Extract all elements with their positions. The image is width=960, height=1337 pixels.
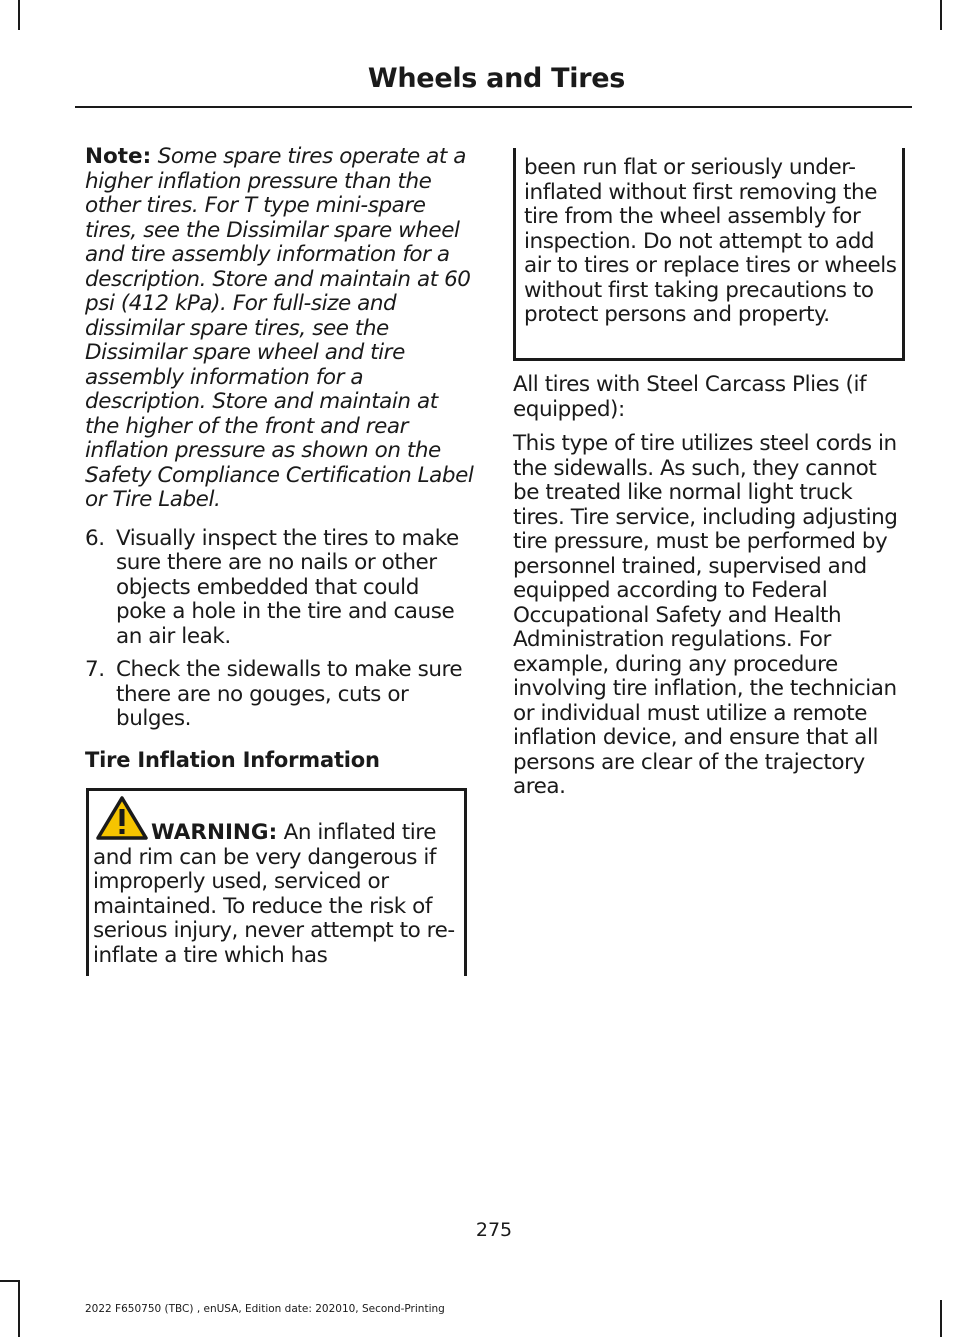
list-item <box>85 658 475 732</box>
crop-mark-top-right <box>940 0 942 30</box>
warning-box-continued <box>513 148 905 361</box>
right-column-body <box>513 373 908 810</box>
warning-label: WARNING: <box>151 820 278 845</box>
page-title: Wheels and Tires <box>367 63 625 94</box>
crop-mark-bottom-left-v <box>18 1280 20 1337</box>
steel-carcass-intro: All tires with Steel Carcass Plies (if equipped): <box>513 372 867 422</box>
step-number: 7. <box>85 657 105 682</box>
page-number: 275 <box>475 1219 513 1241</box>
inspection-steps <box>85 527 475 732</box>
warning-continued-text: been run flat or seriously under-inflated without first removing the tire from the wheel assembly for inspection. Do not attempt to add air to tires or replace tires or wheels without first taking precautions to protect persons and property. <box>524 155 897 327</box>
crop-mark-bottom-left-h <box>0 1280 20 1282</box>
list-item <box>85 527 475 650</box>
warning-box <box>86 788 467 976</box>
section-heading: Tire Inflation Information <box>85 747 380 772</box>
footer-edition-info: 2022 F650750 (TBC) , enUSA, Edition date: 202010, Second-Printing <box>85 1303 445 1315</box>
left-column <box>85 145 475 773</box>
note-label: Note: <box>85 144 152 169</box>
spare-tire-note <box>85 145 475 513</box>
steel-carcass-description: This type of tire utilizes steel cords in the sidewalls. As such, they cannot be treated like normal light truck tires. Tire service, including adjusting tire pressure, must be performed by personnel trained, supervised and equipped according to Federal Occupational Safety and Health Administration regulations. For example, during any procedure involving tire inflation, the technician or individual must utilize a remote inflation device, and ensure that all persons are clear of the trajectory area. <box>513 431 898 799</box>
note-text: Some spare tires operate at a higher inflation pressure than the other tires. For T type mini-spare tires, see the Dissimilar spare wheel and tire assembly information for a description. Store and maintain at 60 psi (412 kPa). For full-size and dissimilar spare tires, see the Dissimilar spare wheel and tire assembly information for a description. Store and maintain at the higher of the front and rear inflation pressure as shown on the Safety Compliance Certification Label or Tire Label. <box>85 144 474 512</box>
step-text: Visually inspect the tires to make sure there are no nails or other objects embedded that could poke a hole in the tire and cause an air leak. <box>116 525 459 649</box>
crop-mark-bottom-right-v <box>940 1300 942 1337</box>
header-divider <box>75 106 912 108</box>
step-text: Check the sidewalls to make sure there are no gouges, cuts or bulges. <box>116 657 463 731</box>
warning-body: An inflated tire and rim can be very dangerous if improperly used, serviced or maintained. To reduce the risk of serious injury, never attempt to re-inflate a tire which has <box>93 820 455 968</box>
step-number: 6. <box>85 525 105 551</box>
warning-text <box>93 821 469 968</box>
crop-mark-top-left <box>18 0 20 30</box>
